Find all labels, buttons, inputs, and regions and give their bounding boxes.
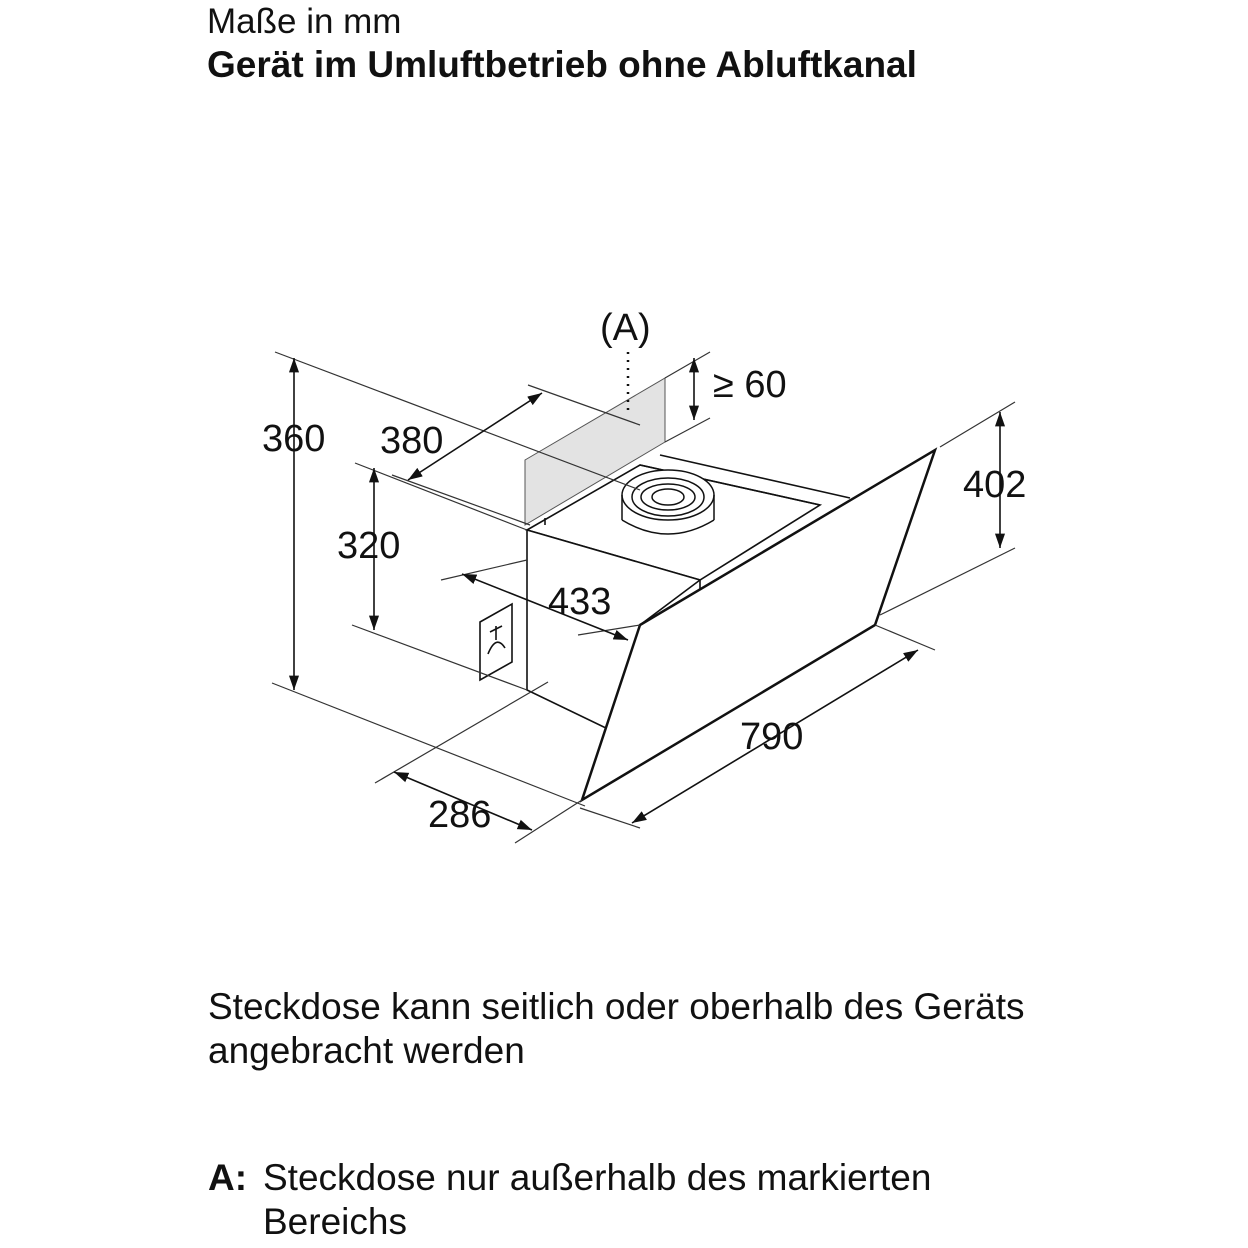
units-label: Maße in mm <box>207 2 402 41</box>
footnote-text: Steckdose nur außerhalb des markierten Bereichs <box>263 1157 932 1242</box>
socket-icon <box>480 604 512 680</box>
socket-placement-note: Steckdose kann seitlich oder oberhalb des Geräts angebracht werden <box>208 986 1025 1071</box>
dim-socket-offset: 433 <box>548 581 612 623</box>
dim-min-clearance: ≥ 60 <box>713 364 787 406</box>
dim-depth: 286 <box>428 794 492 836</box>
dim-wall-width: 380 <box>380 420 444 462</box>
dim-total-height: 360 <box>262 418 326 460</box>
page-title: Gerät im Umluftbetrieb ohne Abluftkanal <box>207 44 917 85</box>
dim-width: 790 <box>740 716 804 758</box>
dim-socket-height: 320 <box>337 525 401 567</box>
dim-front-height: 402 <box>963 464 1027 506</box>
marker-a-label: (A) <box>600 307 651 349</box>
footnote-key: A: <box>208 1157 248 1198</box>
